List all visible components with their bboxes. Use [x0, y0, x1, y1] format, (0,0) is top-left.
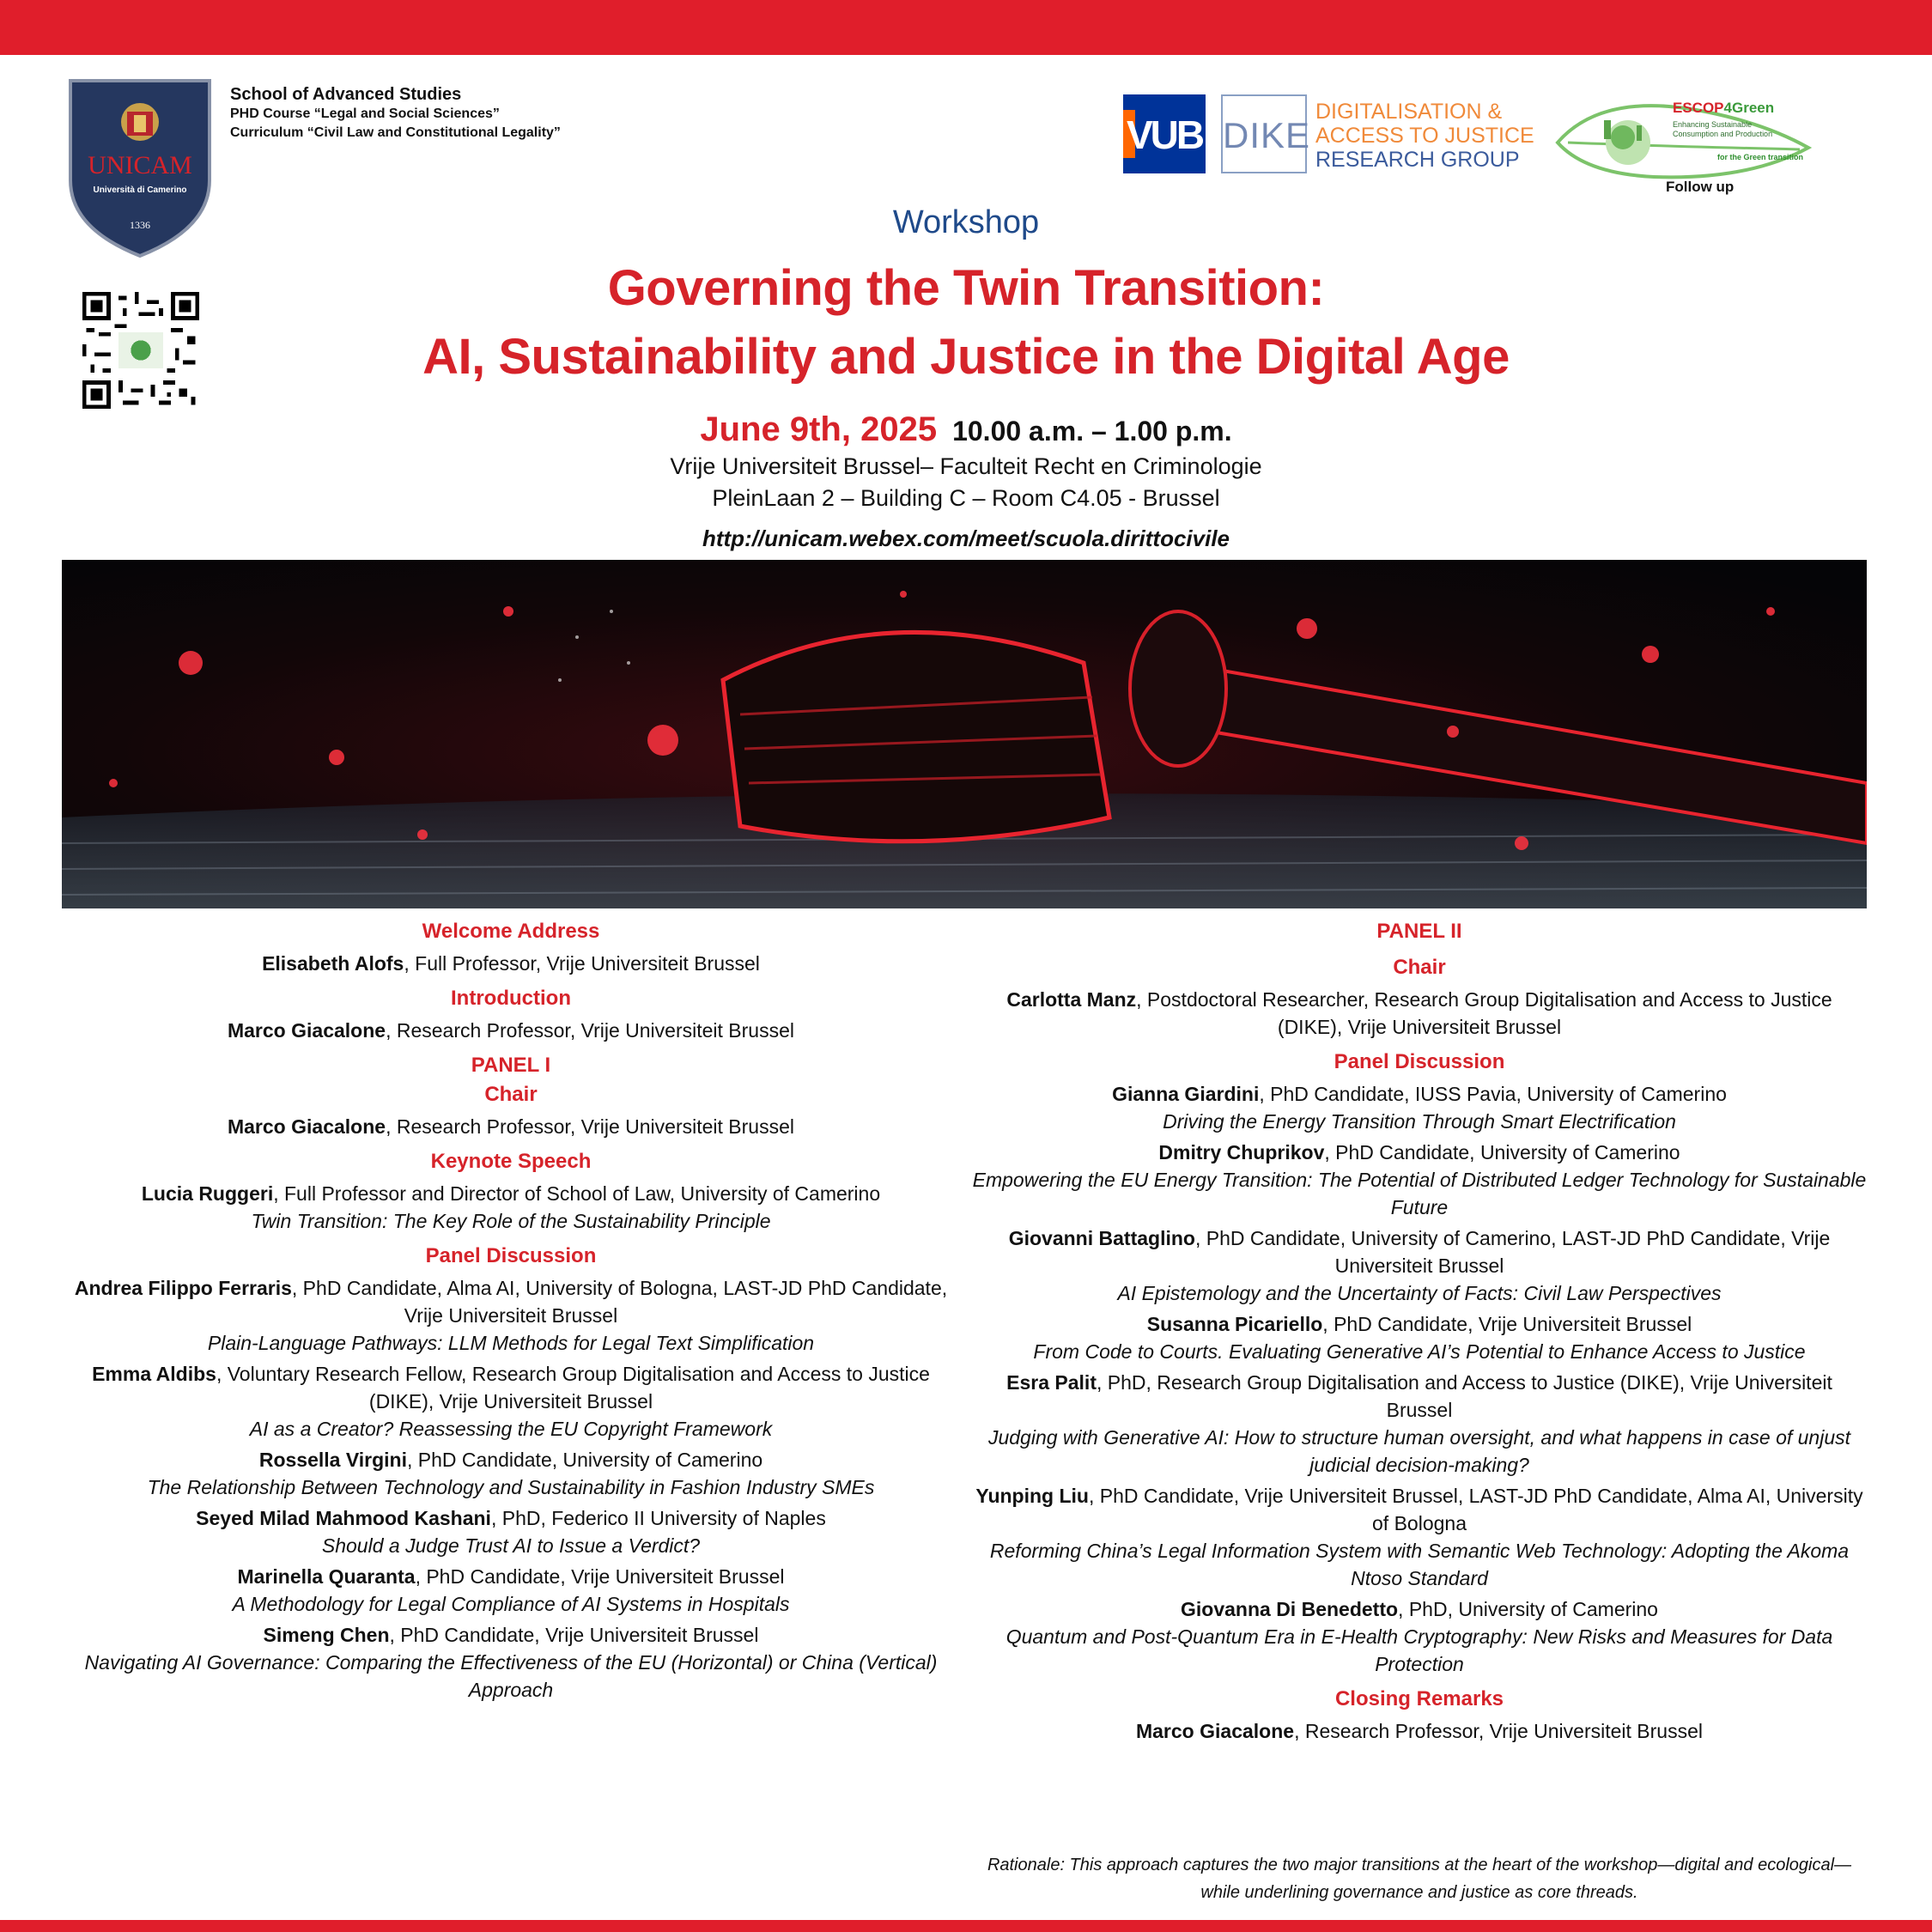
welcome-heading: Welcome Address	[422, 920, 600, 943]
escop-brand-b: 4Green	[1723, 100, 1775, 116]
speaker-entry	[972, 1310, 1867, 1365]
speaker-name: Seyed Milad Mahmood Kashani	[196, 1507, 491, 1529]
speaker-entry	[62, 1446, 960, 1501]
speaker-role: , Research Professor, Vrije Universiteit Brussel	[386, 1115, 794, 1138]
speaker-name: Dmitry Chuprikov	[1158, 1141, 1325, 1163]
venue-line-1: Vrije Universiteit Brussel– Faculteit Recht en Criminologie	[670, 453, 1262, 479]
speaker-entry	[62, 1621, 960, 1704]
keynote-entry	[62, 1180, 960, 1235]
talk-title: AI Epistemology and the Uncertainty of Facts: Civil Law Perspectives	[1117, 1282, 1722, 1304]
speaker-name: Carlotta Manz	[1006, 988, 1137, 1011]
dike-logo	[1221, 94, 1311, 173]
school-name: School of Advanced Studies	[230, 85, 462, 104]
speaker-role: , PhD, Research Group Digitalisation and Access to Justice (DIKE), Vrije Universiteit Brussel	[1096, 1371, 1832, 1421]
speaker-name: Marco Giacalone	[227, 1019, 386, 1042]
speaker-name: Marco Giacalone	[1135, 1720, 1295, 1742]
speaker-role: , PhD Candidate, IUSS Pavia, University of Camerino	[1259, 1083, 1727, 1105]
chair-heading: Chair	[1393, 956, 1446, 979]
venue-line-2: PleinLaan 2 – Building C – Room C4.05 - Brussel	[712, 485, 1220, 511]
speaker-name: Elisabeth Alofs	[262, 952, 404, 975]
talk-title: AI as a Creator? Reassessing the EU Copyright Framework	[249, 1418, 773, 1440]
escop-subtitle	[1673, 120, 1772, 139]
escop-green-tagline: for the Green transition	[1717, 153, 1804, 161]
speaker-role: , Voluntary Research Fellow, Research Group Digitalisation and Access to Justice (DIKE), Vrije Universiteit Brussel	[216, 1363, 930, 1413]
event-title-line-1: Governing the Twin Transition:	[607, 260, 1325, 316]
speaker-role: , PhD Candidate, Vrije Universiteit Brussel	[415, 1565, 785, 1588]
speaker-role: , Full Professor, Vrije Universiteit Brussel	[404, 952, 760, 975]
speaker-name: Lucia Ruggeri	[141, 1182, 274, 1205]
speaker-name: Esra Palit	[1006, 1371, 1097, 1394]
chair-heading: Chair	[484, 1083, 538, 1106]
talk-title: The Relationship Between Technology and Sustainability in Fashion Industry SMEs	[147, 1476, 875, 1498]
speaker-entry	[972, 1139, 1867, 1221]
closing-heading: Closing Remarks	[1334, 1687, 1504, 1710]
dike-research-group	[1315, 100, 1534, 172]
talk-title: Empowering the EU Energy Transition: The Potential of Distributed Ledger Technology for Sustainable Future	[972, 1169, 1867, 1218]
speaker-role: , PhD Candidate, University of Camerino	[406, 1449, 763, 1471]
event-title-line-2: AI, Sustainability and Justice in the Digital Age	[422, 329, 1510, 385]
digital-gavel-banner	[62, 560, 1867, 908]
dike-line-1: DIGITALISATION &	[1315, 100, 1503, 124]
top-red-bar	[0, 0, 1932, 55]
speaker-name: Marinella Quaranta	[237, 1565, 416, 1588]
panel-two-column	[972, 917, 1867, 1745]
speaker-name: Giovanni Battaglino	[1008, 1227, 1195, 1249]
speaker-role: , PhD Candidate, Vrije Universiteit Brussel	[389, 1624, 759, 1646]
talk-title: Reforming China’s Legal Information System with Semantic Web Technology: Adopting the Akoma Ntoso Standard	[989, 1540, 1850, 1589]
unicam-name: UNICAM	[88, 151, 192, 179]
chair-entry	[62, 1113, 960, 1140]
speaker-role: , Postdoctoral Researcher, Research Group Digitalisation and Access to Justice (DIKE), Vrije Universiteit Brussel	[1136, 988, 1832, 1038]
speaker-entry	[62, 1360, 960, 1443]
webex-link[interactable]: http://unicam.webex.com/meet/scuola.dirittocivile	[702, 526, 1230, 551]
panel-one-heading: PANEL I	[471, 1054, 551, 1077]
speaker-entry	[972, 1482, 1867, 1592]
course-name: PHD Course “Legal and Social Sciences”	[230, 106, 500, 121]
speaker-name: Susanna Picariello	[1146, 1313, 1323, 1335]
panel-discussion-heading: Panel Discussion	[1334, 1050, 1505, 1073]
introduction-entry	[62, 1017, 960, 1044]
curriculum-name: Curriculum “Civil Law and Constitutional Legality”	[230, 125, 561, 140]
speaker-name: Gianna Giardini	[1112, 1083, 1260, 1105]
talk-title: Navigating AI Governance: Comparing the Effectiveness of the EU (Horizontal) or China (Vertical) Approach	[84, 1651, 938, 1701]
speaker-name: Marco Giacalone	[227, 1115, 386, 1138]
event-kind: Workshop	[892, 204, 1040, 240]
event-date-time	[0, 410, 1932, 449]
speaker-role: , PhD Candidate, Vrije Universiteit Brussel, LAST-JD PhD Candidate, Alma AI, University of Bologna	[1088, 1485, 1863, 1534]
unicam-year: 1336	[130, 219, 150, 231]
panel-one-column	[62, 917, 960, 1704]
speaker-name: Andrea Filippo Ferraris	[74, 1277, 292, 1299]
dike-line-2: ACCESS TO JUSTICE	[1315, 124, 1534, 148]
event-time: 10.00 a.m. – 1.00 p.m.	[952, 416, 1232, 447]
bottom-red-bar	[0, 1920, 1932, 1932]
panel-two-heading: PANEL II	[1376, 920, 1462, 943]
talk-title: Twin Transition: The Key Role of the Sustainability Principle	[251, 1210, 771, 1232]
speaker-role: , PhD Candidate, University of Camerino, LAST-JD PhD Candidate, Vrije Universiteit Brussel	[1194, 1227, 1831, 1277]
speaker-role: , PhD, University of Camerino	[1398, 1598, 1658, 1620]
speaker-role: , PhD Candidate, University of Camerino	[1324, 1141, 1680, 1163]
speaker-name: Simeng Chen	[263, 1624, 390, 1646]
speaker-name: Giovanna Di Benedetto	[1181, 1598, 1399, 1620]
keynote-heading: Keynote Speech	[430, 1150, 592, 1173]
event-date: June 9th, 2025	[700, 410, 938, 448]
escop-brand	[1673, 100, 1774, 117]
speaker-name: Yunping Liu	[975, 1485, 1089, 1507]
speaker-entry	[62, 1274, 960, 1357]
unicam-sub: Università di Camerino	[93, 185, 187, 195]
speaker-name: Emma Aldibs	[92, 1363, 216, 1385]
speaker-role: , Research Professor, Vrije Universiteit Brussel	[1294, 1720, 1703, 1742]
speaker-name: Rossella Virgini	[258, 1449, 407, 1471]
speaker-entry	[972, 1080, 1867, 1135]
speaker-role: , PhD Candidate, Vrije Universiteit Brussel	[1322, 1313, 1692, 1335]
welcome-entry	[62, 950, 960, 977]
vub-logo	[1123, 94, 1206, 173]
follow-up-label: Follow up	[1666, 179, 1735, 195]
chair-entry	[972, 986, 1867, 1041]
rationale-note: Rationale: This approach captures the two major transitions at the heart of the workshop—digital and ecological—while underlining governance and justice as core threads.	[987, 1856, 1852, 1902]
speaker-entry	[972, 1224, 1867, 1307]
speaker-role: , PhD, Federico II University of Naples	[490, 1507, 826, 1529]
speaker-entry	[62, 1563, 960, 1618]
school-block	[230, 84, 561, 143]
talk-title: Plain-Language Pathways: LLM Methods for Legal Text Simplification	[207, 1332, 815, 1354]
talk-title: A Methodology for Legal Compliance of AI Systems in Hospitals	[232, 1593, 790, 1615]
speaker-entry	[972, 1369, 1867, 1479]
speaker-role: , PhD Candidate, Alma AI, University of Bologna, LAST-JD PhD Candidate, Vrije Universiteit Brussel	[291, 1277, 948, 1327]
speaker-role: , Full Professor and Director of School of Law, University of Camerino	[273, 1182, 881, 1205]
escop-brand-a: ESCOP	[1673, 100, 1724, 116]
talk-title: From Code to Courts. Evaluating Generative AI’s Potential to Enhance Access to Justice	[1033, 1340, 1806, 1363]
panel-discussion-heading: Panel Discussion	[425, 1244, 597, 1267]
talk-title: Judging with Generative AI: How to structure human oversight, and what happens in case of unjust judicial decision-making?	[987, 1426, 1851, 1476]
dike-line-3: RESEARCH GROUP	[1315, 148, 1520, 172]
talk-title: Driving the Energy Transition Through Smart Electrification	[1163, 1110, 1676, 1133]
escop-sub-2: Consumption and Production	[1673, 130, 1773, 138]
speaker-entry	[972, 1595, 1867, 1678]
dike-logo-text: DIKE	[1223, 115, 1311, 155]
introduction-heading: Introduction	[451, 987, 571, 1010]
escop-sub-1: Enhancing Sustainable	[1673, 120, 1753, 129]
talk-title: Quantum and Post-Quantum Era in E-Health Cryptography: New Risks and Measures for Data Protection	[1005, 1625, 1833, 1675]
closing-entry	[972, 1717, 1867, 1745]
speaker-role: , Research Professor, Vrije Universiteit Brussel	[386, 1019, 794, 1042]
speaker-entry	[62, 1504, 960, 1559]
vub-logo-text: VUB	[1126, 112, 1203, 157]
talk-title: Should a Judge Trust AI to Issue a Verdict?	[321, 1534, 701, 1557]
